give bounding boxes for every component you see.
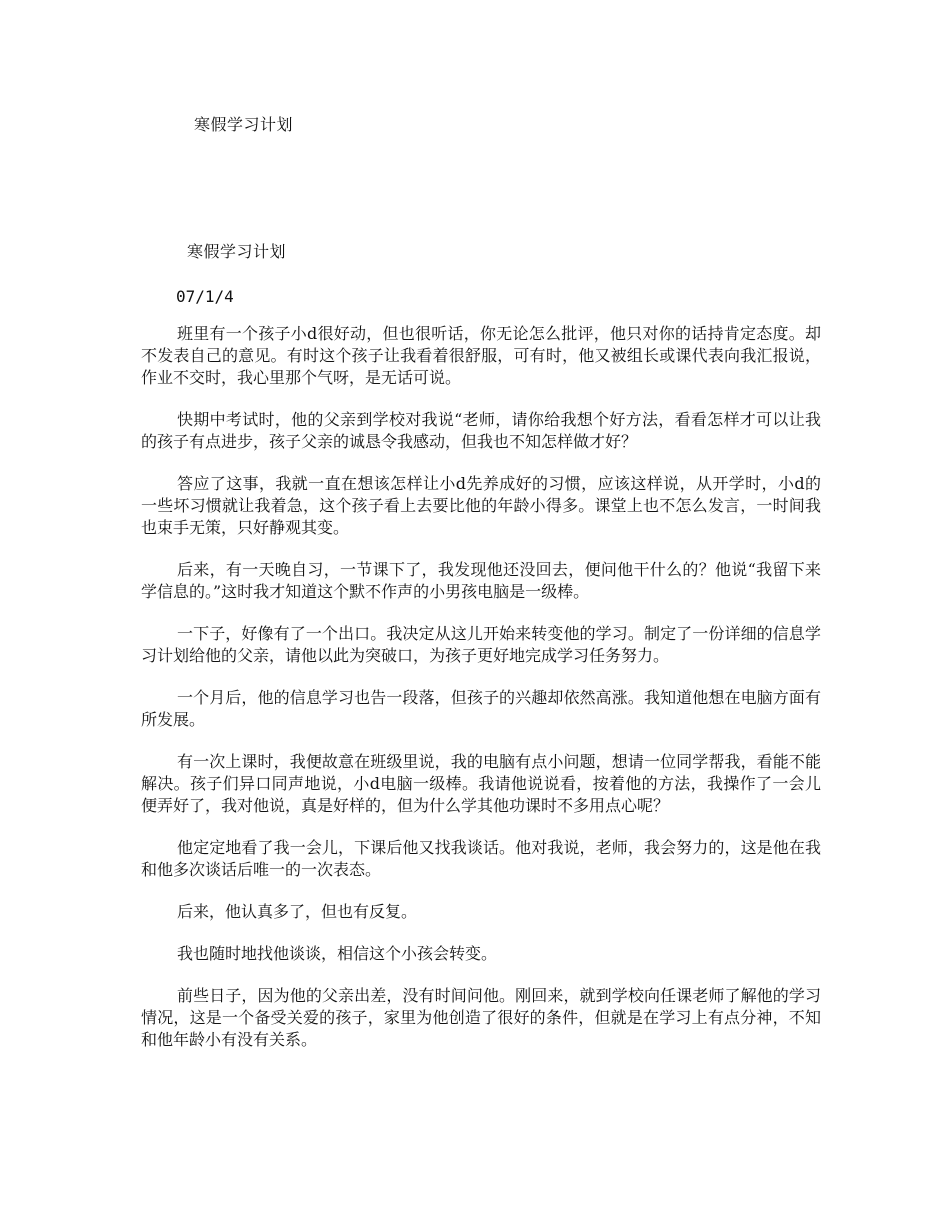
paragraph: 有一次上课时，我便故意在班级里说，我的电脑有点小问题，想请一位同学帮我，看能不能解决。孩子们异口同声地说，小d电脑一级棒。我请他说说看，按着他的方法，我操作了一会儿便弄好了，我对他说，真是好样的，但为什么学其他功课时不多用点心呢？ (141, 752, 821, 815)
paragraph: 后来，他认真多了，但也有反复。 (177, 902, 418, 921)
document-body (141, 323, 821, 1071)
paragraph: 他定定地看了我一会儿，下课后他又找我谈话。他对我说，老师，我会努力的，这是他在我和他多次谈话后唯一的一次表态。 (141, 838, 821, 879)
paragraph: 一个月后，他的信息学习也告一段落，但孩子的兴趣却依然高涨。我知道他想在电脑方面有所发展。 (141, 688, 821, 729)
paragraph: 一下子，好像有了一个出口。我决定从这儿开始来转变他的学习。制定了一份详细的信息学习计划给他的父亲，请他以此为突破口，为孩子更好地完成学习任务努力。 (141, 624, 821, 665)
paragraph: 快期中考试时，他的父亲到学校对我说“老师，请你给我想个好方法，看看怎样才可以让我的孩子有点进步，孩子父亲的诚恳令我感动，但我也不知怎样做才好？ (141, 410, 821, 451)
paragraph: 我也随时地找他谈谈，相信这个小孩会转变。 (177, 944, 498, 963)
paragraph: 前些日子，因为他的父亲出差，没有时间问他。刚回来，就到学校向任课老师了解他的学习情况，这是一个备受关爱的孩子，家里为他创造了很好的条件，但就是在学习上有点分神，不知和他年龄小有没有关系。 (141, 986, 821, 1049)
paragraph: 班里有一个孩子小d很好动，但也很听话，你无论怎么批评，他只对你的话持肯定态度。却不发表自己的意见。有时这个孩子让我看着很舒服，可有时，他又被组长或课代表向我汇报说，作业不交时，我心里那个气呀，是无话可说。 (141, 324, 821, 387)
paragraph: 后来，有一天晚自习，一节课下了，我发现他还没回去，便问他干什么的？他说“我留下来学信息的。”这时我才知道这个默不作声的小男孩电脑是一级棒。 (141, 560, 821, 601)
document-title: 寒假学习计划 (194, 115, 294, 134)
paragraph: 答应了这事，我就一直在想该怎样让小d先养成好的习惯，应该这样说，从开学时，小d的一些坏习惯就让我着急，这个孩子看上去要比他的年龄小得多。课堂上也不怎么发言，一时间我也束手无策，只好静观其变。 (141, 474, 821, 537)
document-date: 07/1/4 (176, 287, 234, 306)
document-subtitle: 寒假学习计划 (187, 242, 287, 261)
